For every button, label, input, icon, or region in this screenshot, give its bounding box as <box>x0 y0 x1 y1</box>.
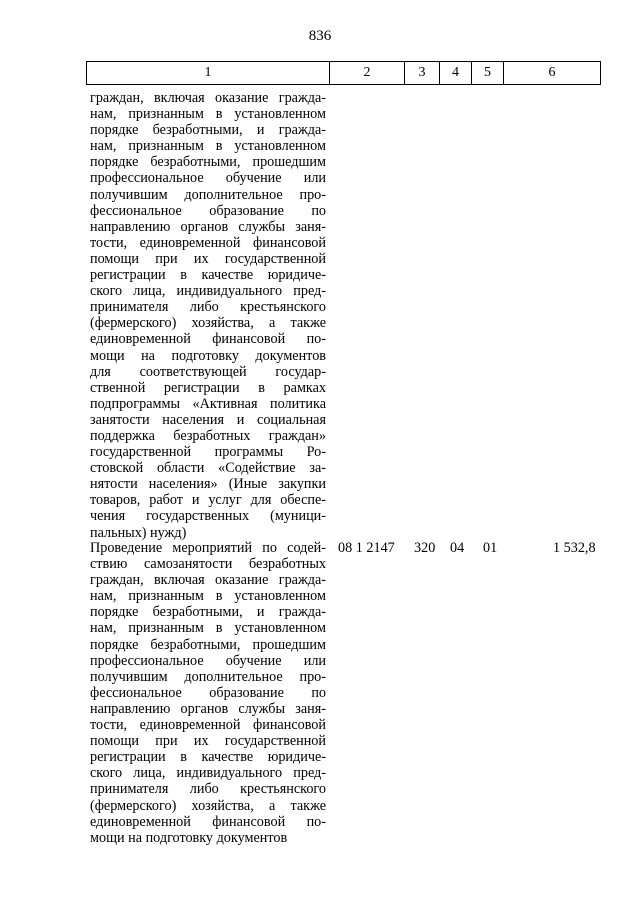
row-2-description <box>90 540 326 846</box>
description-line: (фермерского) хозяйства, а также <box>90 797 326 814</box>
description-line: порядке безработными, и гражда- <box>90 122 326 139</box>
description-line: ского лица, индивидуального пред- <box>90 283 326 300</box>
description-line: мощи на подготовку документов <box>90 347 326 364</box>
page-number: 836 <box>308 28 332 44</box>
description-line: фессиональное образование по <box>90 684 326 701</box>
description-line: регистрации в качестве юридиче- <box>90 749 326 766</box>
description-line: профессиональное обучение или <box>90 170 326 187</box>
row-2-sum: 1 532,8 <box>553 540 596 556</box>
description-line: помощи при их государственной <box>90 250 326 267</box>
table-header <box>86 61 601 85</box>
description-line: граждан, включая оказание гражда- <box>90 90 326 106</box>
description-line: пальных) нужд) <box>90 524 187 541</box>
description-line: направлению органов службы заня- <box>90 218 326 235</box>
description-line: тости, единовременной финансовой <box>90 717 326 734</box>
description-line: принимателя либо крестьянского <box>90 781 326 798</box>
description-line: ствию самозанятости безработных <box>90 556 326 573</box>
description-line: нятости населения» (Иные закупки <box>90 476 326 493</box>
description-line: регистрации в качестве юридиче- <box>90 267 326 284</box>
description-line: ственной регистрации в рамках <box>90 379 326 396</box>
description-line: (фермерского) хозяйства, а также <box>90 315 326 332</box>
description-line: нам, признанным в установленном <box>90 106 326 123</box>
description-line: государственной программы Ро- <box>90 444 326 461</box>
description-line: направлению органов службы заня- <box>90 700 326 717</box>
row-2-code: 08 1 2147 <box>338 540 395 556</box>
description-line: фессиональное образование по <box>90 202 326 219</box>
description-line: тости, единовременной финансовой <box>90 234 326 251</box>
description-line: нам, признанным в установленном <box>90 620 326 637</box>
description-line: порядке безработными, прошедшим <box>90 154 326 171</box>
description-line: единовременной финансовой по- <box>90 813 326 830</box>
description-line: стовской области «Содействие за- <box>90 460 326 477</box>
description-line: для соответствующей государ- <box>90 363 326 380</box>
header-cell-3: 3 <box>405 62 440 85</box>
header-cell-2: 2 <box>330 62 405 85</box>
header-cell-4: 4 <box>440 62 472 85</box>
description-line: принимателя либо крестьянского <box>90 299 326 316</box>
row-2-section: 04 <box>450 540 465 556</box>
row-1-description <box>90 90 326 541</box>
description-line: получившим дополнительное про- <box>90 668 326 685</box>
row-2-expense-type: 320 <box>414 540 436 556</box>
description-line: нам, признанным в установленном <box>90 588 326 605</box>
description-line: профессиональное обучение или <box>90 652 326 669</box>
description-line: единовременной финансовой по- <box>90 331 326 348</box>
description-line: получившим дополнительное про- <box>90 186 326 203</box>
row-2-subsection: 01 <box>483 540 498 556</box>
description-line: чения государственных (муници- <box>90 508 326 525</box>
description-line: порядке безработными, и гражда- <box>90 604 326 621</box>
description-line: подпрограммы «Активная политика <box>90 395 326 412</box>
description-line: нам, признанным в установленном <box>90 138 326 155</box>
description-line: порядке безработными, прошедшим <box>90 636 326 653</box>
description-line: мощи на подготовку документов <box>90 829 288 846</box>
description-line: поддержка безработных граждан» <box>90 427 326 444</box>
header-cell-1: 1 <box>87 62 330 85</box>
description-line: занятости населения и социальная <box>90 411 326 428</box>
header-cell-5: 5 <box>472 62 504 85</box>
description-line: граждан, включая оказание гражда- <box>90 572 326 589</box>
description-line: товаров, работ и услуг для обеспе- <box>90 492 326 509</box>
description-line: Проведение мероприятий по содей- <box>90 540 326 556</box>
description-line: помощи при их государственной <box>90 733 326 750</box>
header-cell-6: 6 <box>504 62 601 85</box>
description-line: ского лица, индивидуального пред- <box>90 765 326 782</box>
